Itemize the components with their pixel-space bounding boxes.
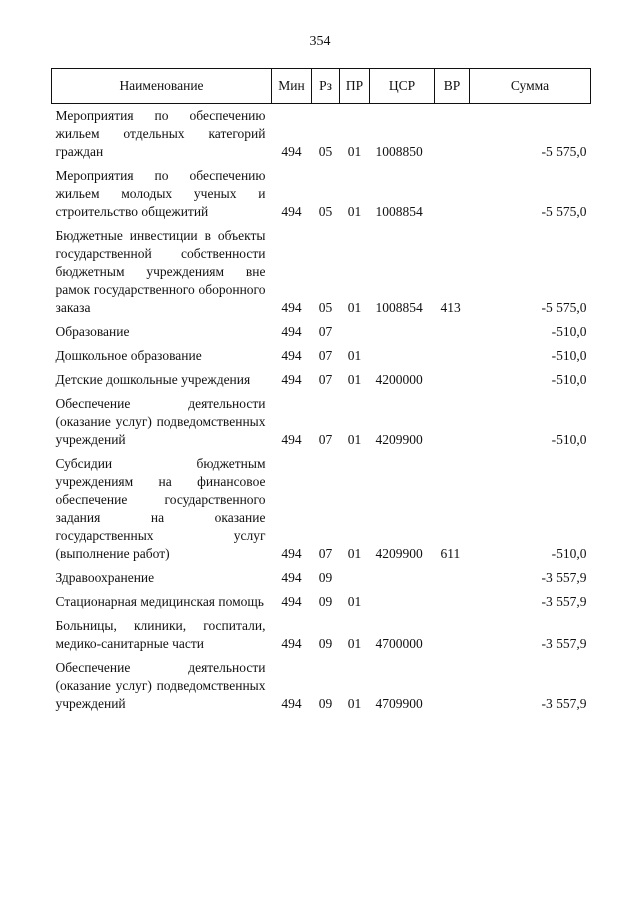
row-pr: 01 — [347, 204, 362, 219]
row-sum: -510,0 — [551, 546, 587, 561]
table-row — [52, 390, 591, 450]
row-csr — [370, 564, 435, 588]
page-number: 354 — [309, 34, 331, 49]
row-vr — [435, 390, 470, 450]
row-vr — [435, 654, 470, 714]
row-rz: 09 — [318, 570, 333, 585]
row-name: Образование — [55, 324, 130, 339]
row-name: Обеспечение деятельности (оказание услуг) подведомственных учреждений — [55, 660, 266, 711]
row-rz: 09 — [318, 696, 333, 711]
row-rz: 07 — [318, 348, 333, 363]
row-vr — [435, 318, 470, 342]
budget-table — [51, 68, 591, 714]
row-csr: 1008850 — [375, 144, 423, 159]
row-csr: 4700000 — [375, 636, 423, 651]
header-sum: Сумма — [470, 69, 591, 104]
table-row — [52, 342, 591, 366]
row-sum: -510,0 — [551, 348, 587, 363]
row-min: 494 — [281, 432, 302, 447]
row-pr: 01 — [347, 546, 362, 561]
row-min: 494 — [281, 594, 302, 609]
row-sum: -3 557,9 — [541, 594, 587, 609]
row-name: Бюджетные инвестиции в объекты государственной собственности бюджетным учреждениям вне рамок государственного оборонного заказа — [55, 228, 266, 315]
table-row — [52, 564, 591, 588]
row-rz: 05 — [318, 144, 333, 159]
row-min: 494 — [281, 144, 302, 159]
row-pr: 01 — [347, 144, 362, 159]
row-pr — [340, 564, 370, 588]
row-vr: 611 — [440, 546, 461, 561]
row-vr — [435, 342, 470, 366]
row-pr: 01 — [347, 372, 362, 387]
row-name: Здравоохранение — [55, 570, 155, 585]
row-name: Стационарная медицинская помощь — [55, 594, 264, 609]
header-csr: ЦСР — [370, 69, 435, 104]
row-csr: 1008854 — [375, 300, 423, 315]
row-rz: 09 — [318, 636, 333, 651]
row-min: 494 — [281, 570, 302, 585]
row-vr — [435, 612, 470, 654]
row-name: Субсидии бюджетным учреждениям на финансовое обеспечение государственного задания на оказание государственных услуг (выполнение работ) — [55, 456, 266, 561]
table-row — [52, 654, 591, 714]
header-min: Мин — [272, 69, 312, 104]
row-csr: 4209900 — [375, 546, 423, 561]
row-min: 494 — [281, 324, 302, 339]
row-sum: -3 557,9 — [541, 570, 587, 585]
header-name: Наименование — [52, 69, 272, 104]
header-rz: Рз — [312, 69, 340, 104]
table-header-row — [52, 69, 591, 104]
row-name: Обеспечение деятельности (оказание услуг) подведомственных учреждений — [55, 396, 266, 447]
row-sum: -510,0 — [551, 432, 587, 447]
row-name: Мероприятия по обеспечению жильем отдельных категорий граждан — [55, 108, 266, 159]
table-row — [52, 222, 591, 318]
row-csr — [370, 588, 435, 612]
row-csr: 4209900 — [375, 432, 423, 447]
table-row — [52, 366, 591, 390]
row-csr — [370, 342, 435, 366]
row-min: 494 — [281, 372, 302, 387]
row-pr: 01 — [347, 432, 362, 447]
row-vr — [435, 366, 470, 390]
table-row — [52, 588, 591, 612]
row-rz: 07 — [318, 546, 333, 561]
table-row — [52, 450, 591, 564]
table-row — [52, 104, 591, 163]
row-sum: -510,0 — [551, 324, 587, 339]
row-name: Детские дошкольные учреждения — [55, 372, 251, 387]
row-pr — [340, 318, 370, 342]
table-row — [52, 318, 591, 342]
row-sum: -5 575,0 — [541, 204, 587, 219]
row-pr: 01 — [347, 300, 362, 315]
row-name: Больницы, клиники, госпитали, медико-санитарные части — [55, 618, 266, 651]
row-pr: 01 — [347, 636, 362, 651]
row-pr: 01 — [347, 594, 362, 609]
row-sum: -3 557,9 — [541, 696, 587, 711]
row-name: Дошкольное образование — [55, 348, 202, 363]
row-min: 494 — [281, 696, 302, 711]
table-row — [52, 162, 591, 222]
row-pr: 01 — [347, 696, 362, 711]
row-vr — [435, 104, 470, 163]
row-csr — [370, 318, 435, 342]
row-sum: -5 575,0 — [541, 144, 587, 159]
row-min: 494 — [281, 348, 302, 363]
row-vr — [435, 564, 470, 588]
row-name: Мероприятия по обеспечению жильем молодых ученых и строительство общежитий — [55, 168, 266, 219]
row-vr: 413 — [440, 300, 461, 315]
row-sum: -510,0 — [551, 372, 587, 387]
table-row — [52, 612, 591, 654]
row-csr: 4709900 — [375, 696, 423, 711]
row-min: 494 — [281, 546, 302, 561]
row-sum: -3 557,9 — [541, 636, 587, 651]
row-min: 494 — [281, 204, 302, 219]
row-rz: 05 — [318, 204, 333, 219]
row-vr — [435, 588, 470, 612]
row-vr — [435, 162, 470, 222]
row-rz: 07 — [318, 372, 333, 387]
row-rz: 09 — [318, 594, 333, 609]
header-pr: ПР — [340, 69, 370, 104]
row-min: 494 — [281, 300, 302, 315]
row-csr: 4200000 — [375, 372, 423, 387]
row-rz: 07 — [318, 432, 333, 447]
row-rz: 05 — [318, 300, 333, 315]
row-pr: 01 — [347, 348, 362, 363]
row-sum: -5 575,0 — [541, 300, 587, 315]
row-min: 494 — [281, 636, 302, 651]
header-vr: ВР — [435, 69, 470, 104]
row-csr: 1008854 — [375, 204, 423, 219]
row-rz: 07 — [318, 324, 333, 339]
